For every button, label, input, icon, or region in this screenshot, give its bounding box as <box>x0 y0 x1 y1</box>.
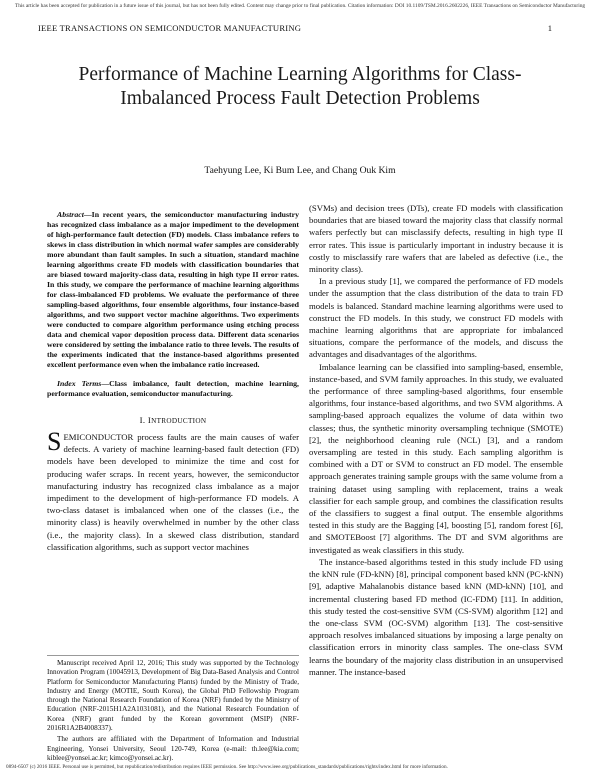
index-terms-label: Index Terms <box>57 379 102 388</box>
footnotes <box>47 655 299 763</box>
abstract-text: —In recent years, the semiconductor manufacturing industry has recognized class imbalance as a major impediment to the development of high-performance fault detection (FD) models. Class imbalance refers to skews in class distribution in which normal wafer samples are considerably more abundant than fault samples. In such a situation, standard machine learning algorithms create FD models with classification boundaries that are biased toward majority-class data, resulting in high type II error rates. In this study, we compare the performance of machine learning algorithms for class-imbalanced FD problems. We evaluate the performance of three sampling-based algorithms, four ensemble algorithms, four instance-based algorithms, and two support vector machine algorithms. Two experiments were conducted to compare algorithm performance using etching process data and chemical vapor deposition process data. Different data scenarios were considered by setting the imbalance ratio to three levels. The results of the experiments indicated that the instance-based algorithms presented excellent performance even when the imbalance ratio increased. <box>47 210 299 369</box>
right-column <box>309 202 563 678</box>
footnote-affiliation: The authors are affiliated with the Department of Information and Industrial Engineering, Yonsei University, Seoul 120-749, Korea (e-mail: th.lee@kia.com; kiblee@yonsei.ac.kr; kimco@yonsei.ac.kr). <box>47 735 299 762</box>
intro-text: process faults are the main causes of wafer defects. A variety of machine learning-based fault detection (FD) models have been developed to minimize the time and cost for producing wafer scraps. In recent years, however, the semiconductor manufacturing industry has recognized class imbalance as a major impediment to the development of high-performance FD models. A two-class dataset is imbalanced when one of the classes (i.e., the minority class) is heavily overwhelmed in number by the other class (i.e., the majority class). In a skewed class distribution, standard classification algorithms, such as support vector machines <box>47 432 299 552</box>
section-title-rest: NTRODUCTION <box>151 417 207 425</box>
footnote-funding: Manuscript received April 12, 2016; This study was supported by the Technology Innovation Program (10045913, Development of Big Data-Based Analysis and Control Platform for Semiconductor Manufacturing Plants) funded by the Ministry of Trade, Industry and Energy (MOTIE, South Korea), the Global PhD Fellowship Program through the National Research Foundation of Korea (NRF) funded by the Ministry of Education (NRF-2015H1A2A1031081), and the National Research Foundation of Korea (NRF) grant funded by the Korean government (MSIP) (NRF-2016R1A2B4008337). <box>47 659 299 733</box>
copyright-footer: 0894-6507 (c) 2016 IEEE. Personal use is permitted, but republication/redistribution requires IEEE permission. See http://www.ieee.org/publications_standards/publications/rights/index.html for more information. <box>6 764 448 770</box>
abstract <box>47 210 299 370</box>
body-paragraph: In a previous study [1], we compared the performance of FD models under the assumption that the class distribution of the data to train FD models is balanced. Standard machine learning algorithms were used to construct the FD models. In this study, we construct FD models with machine learning algorithms that are appropriate for imbalanced situations, compare the performance of the models, and discuss the advantages and disadvantages of the algorithms. <box>309 276 563 360</box>
index-terms-text: —Class imbalance, fault detection, machine learning, performance evaluation, semiconductor manufacturing. <box>47 379 300 398</box>
section-numeral: I. <box>139 415 146 425</box>
body-paragraph: (SVMs) and decision trees (DTs), create FD models with classification boundaries that are biased toward the majority class that classify normal wafers perfectly but can misclassify defects, resulting in high type II error rates. This issue is particularly important in industry because it is costly to misclassify rare wafers that are labeled as defective (i.e., the minority class). <box>309 203 563 275</box>
preprint-notice: This article has been accepted for publication in a future issue of this journal, but has not been fully edited. Content may change prior to final publication. Citation information: DOI 10.1109/TSM.2016.2602226, IEEE Transactions on Semiconductor Manufacturing <box>14 3 586 9</box>
index-terms <box>47 379 299 399</box>
paper-title: Performance of Machine Learning Algorithms for Class-Imbalanced Process Fault Detection Problems <box>78 64 522 109</box>
body-paragraph: Imbalance learning can be classified into sampling-based, ensemble, instance-based, and SVM family approaches. In this study, we evaluated the performance of three sampling-based algorithms, four ensemble algorithms, four instance-based algorithms, and two SVM algorithms. A sampling-based approach equalizes the volume of data within two classes; thus, the synthetic minority oversampling technique (SMOTE) [2], the neighborhood cleaning rule (NCL) [3], and a random oversampling are tested in this study. Each sampling algorithm is combined with a DT or SVM to construct an FD model. The ensemble approach generates training sample groups with the same volume from a training dataset using sampling with replacement, trains a weak classifier for each sample group, and combines the classification results of the classifiers to suggest a final output. The ensemble algorithms tested in this study are the Bagging [4], boosting [5], random forest [6], and SMOTEBoost [7] algorithms. The DT and SVM algorithms are investigated as weak classifiers in this study. <box>309 361 563 555</box>
author-list: Taehyung Lee, Ki Bum Lee, and Chang Ouk Kim <box>204 165 396 176</box>
page-number: 1 <box>547 23 552 33</box>
journal-header: IEEE TRANSACTIONS ON SEMICONDUCTOR MANUFACTURING <box>38 23 302 33</box>
intro-lead: EMICONDUCTOR <box>63 432 134 442</box>
section-heading-introduction <box>47 415 299 425</box>
body-paragraph: The instance-based algorithms tested in this study include FD using the kNN rule (FD-kNN) [8], principal component based kNN (PC-kNN) [9], adaptive Mahalanobis distance based kNN (MD-kNN) [10], and incremental clustering based FD method (IC-FDM) [11]. In addition, this study tested the cost-sensitive SVM (CS-SVM) algorithm [12] and the one-class SVM (OC-SVM) algorithm [13]. The cost-sensitive approach resolves imbalanced situations by imposing a large penalty on classification errors in minority class samples. The one-class SVM learns the boundary of the majority class distribution in an unsupervised manner. The instance-based <box>309 556 563 677</box>
abstract-label: Abstract <box>57 210 84 219</box>
section-title-initial: I <box>147 415 152 425</box>
left-column <box>47 210 299 553</box>
intro-paragraph <box>47 427 299 553</box>
drop-cap: S <box>47 427 62 456</box>
